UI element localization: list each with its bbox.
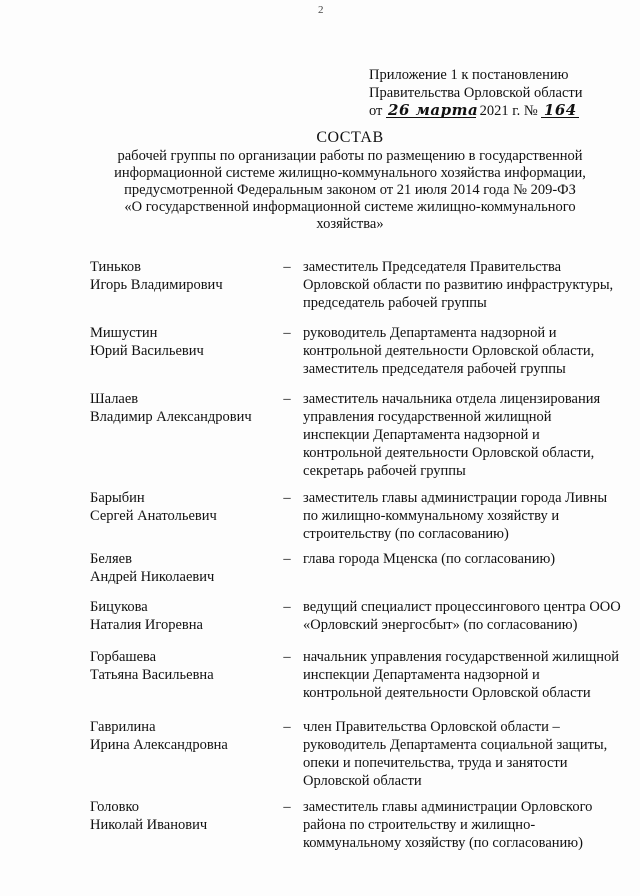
member-role xyxy=(303,648,623,702)
dash-separator: – xyxy=(283,799,291,815)
role-line: глава города Мценска (по согласованию) xyxy=(303,551,556,567)
role-line: член Правительства Орловской области – xyxy=(303,719,560,735)
date-prefix: от xyxy=(369,103,383,119)
dash-separator: – xyxy=(283,259,291,275)
member-given-names: Сергей Анатольевич xyxy=(90,508,217,524)
role-line: опеки и попечительства, труда и занятости xyxy=(303,755,568,771)
role-line: коммунальному хозяйству (по согласованию) xyxy=(303,835,583,851)
subtitle-line: рабочей группы по организации работы по размещению в государственной xyxy=(117,148,583,164)
member-given-names: Юрий Васильевич xyxy=(90,343,204,359)
handwritten-number: 164 xyxy=(541,103,579,118)
dash-separator: – xyxy=(283,599,291,615)
member-name xyxy=(90,550,280,586)
member-given-names: Ирина Александровна xyxy=(90,737,228,753)
year-text: 2021 г. № xyxy=(479,103,538,119)
member-name xyxy=(90,598,280,634)
role-line: секретарь рабочей группы xyxy=(303,463,466,479)
dash-separator: – xyxy=(283,551,291,567)
member-role xyxy=(303,489,623,543)
role-line: Орловской области xyxy=(303,773,422,789)
role-line: контрольной деятельности Орловской области xyxy=(303,685,591,701)
annex-line-2: Правительства Орловской области xyxy=(369,85,583,101)
member-role xyxy=(303,598,623,634)
member-name xyxy=(90,718,280,754)
member-surname: Бицукова xyxy=(90,599,148,615)
member-given-names: Татьяна Васильевна xyxy=(90,667,214,683)
member-role xyxy=(303,718,623,790)
role-line: председатель рабочей группы xyxy=(303,295,487,311)
role-line: заместитель Председателя Правительства xyxy=(303,259,562,275)
dash-separator: – xyxy=(283,325,291,341)
member-surname: Тиньков xyxy=(90,259,142,275)
role-line: строительству (по согласованию) xyxy=(303,526,509,542)
member-role xyxy=(303,550,623,568)
role-line: инспекции Департамента надзорной и xyxy=(303,667,540,683)
member-given-names: Игорь Владимирович xyxy=(90,277,223,293)
subtitle-line: хозяйства» xyxy=(316,216,384,232)
dash-separator: – xyxy=(283,490,291,506)
member-name xyxy=(90,798,280,834)
member-name xyxy=(90,489,280,525)
dash-separator: – xyxy=(283,719,291,735)
annex-date-line xyxy=(369,102,629,120)
role-line: Орловской области по развитию инфраструктуры, xyxy=(303,277,614,293)
member-surname: Беляев xyxy=(90,551,132,567)
member-name xyxy=(90,324,280,360)
role-line: руководитель Департамента социальной защиты, xyxy=(303,737,608,753)
annex-line-1: Приложение 1 к постановлению xyxy=(369,67,569,83)
role-line: заместитель начальника отдела лицензирования xyxy=(303,391,601,407)
member-given-names: Андрей Николаевич xyxy=(90,569,215,585)
role-line: заместитель председателя рабочей группы xyxy=(303,361,566,377)
annex-header xyxy=(369,66,629,120)
member-surname: Горбашева xyxy=(90,649,157,665)
role-line: инспекции Департамента надзорной и xyxy=(303,427,540,443)
member-surname: Шалаев xyxy=(90,391,139,407)
subtitle-line: «О государственной информационной системе жилищно-коммунального xyxy=(124,199,576,215)
dash-separator: – xyxy=(283,649,291,665)
member-given-names: Наталия Игоревна xyxy=(90,617,203,633)
document-subtitle xyxy=(90,148,610,233)
member-given-names: Владимир Александрович xyxy=(90,409,252,425)
member-role xyxy=(303,324,623,378)
member-surname: Гаврилина xyxy=(90,719,156,735)
role-line: по жилищно-коммунальному хозяйству и xyxy=(303,508,560,524)
handwritten-date: 26 марта xyxy=(388,101,479,119)
role-line: контрольной деятельности Орловской области, xyxy=(303,343,595,359)
member-surname: Головко xyxy=(90,799,140,815)
role-line: заместитель главы администрации города Ливны xyxy=(303,490,608,506)
member-role xyxy=(303,390,623,480)
member-name xyxy=(90,258,280,294)
title-block xyxy=(90,128,610,233)
role-line: района по строительству и жилищно- xyxy=(303,817,536,833)
member-name xyxy=(90,390,280,426)
role-line: «Орловский энергосбыт» (по согласованию) xyxy=(303,617,578,633)
member-surname: Мишустин xyxy=(90,325,158,341)
role-line: управления государственной жилищной xyxy=(303,409,552,425)
document-title: СОСТАВ xyxy=(316,129,384,146)
role-line: контрольной деятельности Орловской области, xyxy=(303,445,595,461)
role-line: заместитель главы администрации Орловского xyxy=(303,799,593,815)
role-line: начальник управления государственной жилищной xyxy=(303,649,620,665)
role-line: руководитель Департамента надзорной и xyxy=(303,325,557,341)
role-line: ведущий специалист процессингового центра ООО xyxy=(303,599,621,615)
member-given-names: Николай Иванович xyxy=(90,817,208,833)
dash-separator: – xyxy=(283,391,291,407)
member-name xyxy=(90,648,280,684)
page-number: 2 xyxy=(318,4,324,16)
member-role xyxy=(303,258,623,312)
subtitle-line: предусмотренной Федеральным законом от 21 июля 2014 года № 209-ФЗ xyxy=(124,182,576,198)
member-surname: Барыбин xyxy=(90,490,145,506)
subtitle-line: информационной системе жилищно-коммунального хозяйства информации, xyxy=(114,165,586,181)
member-role xyxy=(303,798,623,852)
